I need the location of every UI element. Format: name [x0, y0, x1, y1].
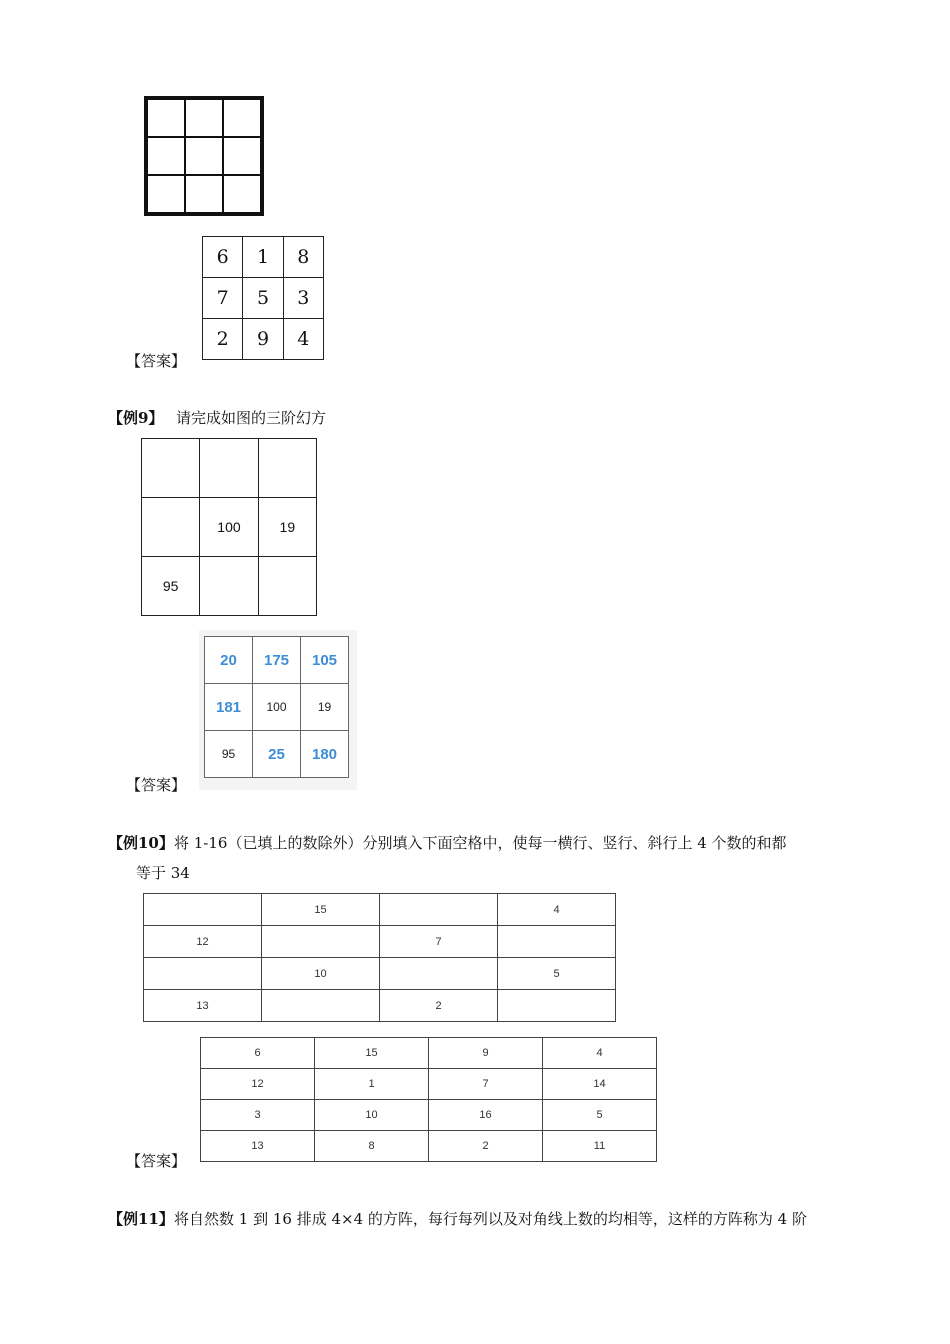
- table-row: [205, 731, 349, 778]
- ex10-label: 【例10】: [108, 834, 174, 852]
- ex9-answer-cell: 20: [205, 637, 253, 684]
- table-row: [203, 319, 324, 360]
- ex9-answer-cell: 105: [301, 637, 349, 684]
- ex10-question-cell: [144, 958, 262, 990]
- ex10-question-cell: 5: [498, 958, 616, 990]
- ex9-answer-cell: 100: [253, 684, 301, 731]
- ex10-question-cell: [144, 894, 262, 926]
- ex9-text: 请完成如图的三阶幻方: [176, 409, 327, 427]
- ex9-question-cell: [258, 557, 316, 616]
- ex10-answer-cell: 8: [315, 1131, 429, 1162]
- ex11-text: 将自然数 1 到 16 排成 4×4 的方阵，每行每列以及对角线上数的均相等，这样的方阵称为 4 阶: [174, 1210, 807, 1228]
- ex10-answer-cell: 12: [201, 1069, 315, 1100]
- ex9-answer-grid: [204, 636, 349, 778]
- ex10-question-cell: 10: [262, 958, 380, 990]
- answer1-cell: 8: [283, 237, 323, 278]
- table-row: [201, 1069, 657, 1100]
- ex10-question-cell: 2: [380, 990, 498, 1022]
- table-row: [205, 684, 349, 731]
- answer1-cell: 6: [203, 237, 243, 278]
- ex10-question-cell: [498, 990, 616, 1022]
- ex10-question-cell: [262, 926, 380, 958]
- ex9-answer-cell: 175: [253, 637, 301, 684]
- ex10-answer-cell: 13: [201, 1131, 315, 1162]
- answer-label-1: 【答案】: [126, 352, 187, 370]
- ex10-answer-cell: 9: [429, 1038, 543, 1069]
- table-row: [144, 926, 616, 958]
- answer1-cell: 3: [283, 278, 323, 319]
- ex10-question-cell: 4: [498, 894, 616, 926]
- ex10-answer-cell: 11: [543, 1131, 657, 1162]
- answer-label-2: 【答案】: [126, 776, 187, 794]
- ex10-answer-cell: 2: [429, 1131, 543, 1162]
- ex10-question-cell: [380, 894, 498, 926]
- ex10-question-cell: [262, 990, 380, 1022]
- ex9-answer-cell: 19: [301, 684, 349, 731]
- answer1-cell: 2: [203, 319, 243, 360]
- ex9-question-cell: [200, 557, 258, 616]
- table-row: [144, 990, 616, 1022]
- answer1-cell: 9: [243, 319, 283, 360]
- table-row: [203, 237, 324, 278]
- ex9-question-grid: [141, 438, 317, 616]
- ex10-question-cell: 15: [262, 894, 380, 926]
- answer1-cell: 4: [283, 319, 323, 360]
- ex9-answer-cell: 180: [301, 731, 349, 778]
- table-row: [205, 637, 349, 684]
- answer1-cell: 7: [203, 278, 243, 319]
- ex10-answer-cell: 4: [543, 1038, 657, 1069]
- ex9-answer-cell: 95: [205, 731, 253, 778]
- ex9-question-cell: [142, 498, 200, 557]
- ex9-label: 【例9】: [108, 409, 164, 427]
- ex10-answer-cell: 10: [315, 1100, 429, 1131]
- ex10-text-line1: 将 1-16（已填上的数除外）分别填入下面空格中，使每一横行、竖行、斜行上 4 个数的和都: [174, 834, 787, 852]
- ex9-question-cell: [142, 439, 200, 498]
- table-row: [142, 498, 317, 557]
- table-row: [142, 439, 317, 498]
- table-row: [144, 894, 616, 926]
- empty-magic-square-grid: [144, 96, 264, 216]
- ex10-answer-cell: 6: [201, 1038, 315, 1069]
- ex10-answer-table: [200, 1037, 657, 1162]
- ex11-label: 【例11】: [108, 1210, 174, 1228]
- ex9-question-cell: 100: [200, 498, 258, 557]
- table-row: [144, 958, 616, 990]
- answer1-cell: 5: [243, 278, 283, 319]
- ex10-text-line2: 等于 34: [136, 864, 190, 882]
- table-row: [201, 1131, 657, 1162]
- ex9-question-cell: [258, 439, 316, 498]
- ex10-question-cell: 7: [380, 926, 498, 958]
- ex10-answer-cell: 5: [543, 1100, 657, 1131]
- ex10-answer-cell: 16: [429, 1100, 543, 1131]
- ex10-answer-cell: 7: [429, 1069, 543, 1100]
- ex10-question-cell: 13: [144, 990, 262, 1022]
- ex9-question-cell: [200, 439, 258, 498]
- answer-label-3: 【答案】: [126, 1152, 187, 1170]
- ex10-answer-cell: 15: [315, 1038, 429, 1069]
- ex9-answer-cell: 25: [253, 731, 301, 778]
- table-row: [203, 278, 324, 319]
- table-row: [201, 1100, 657, 1131]
- ex10-answer-cell: 14: [543, 1069, 657, 1100]
- answer-grid-1: [202, 236, 324, 360]
- ex10-question-cell: [380, 958, 498, 990]
- table-row: [201, 1038, 657, 1069]
- ex9-question-cell: 95: [142, 557, 200, 616]
- table-row: [142, 557, 317, 616]
- ex10-question-cell: [498, 926, 616, 958]
- ex9-answer-image: [199, 630, 357, 790]
- ex10-answer-cell: 1: [315, 1069, 429, 1100]
- ex9-question-cell: 19: [258, 498, 316, 557]
- ex9-answer-cell: 181: [205, 684, 253, 731]
- ex10-answer-cell: 3: [201, 1100, 315, 1131]
- ex10-question-table: [143, 893, 616, 1022]
- answer1-cell: 1: [243, 237, 283, 278]
- ex10-question-cell: 12: [144, 926, 262, 958]
